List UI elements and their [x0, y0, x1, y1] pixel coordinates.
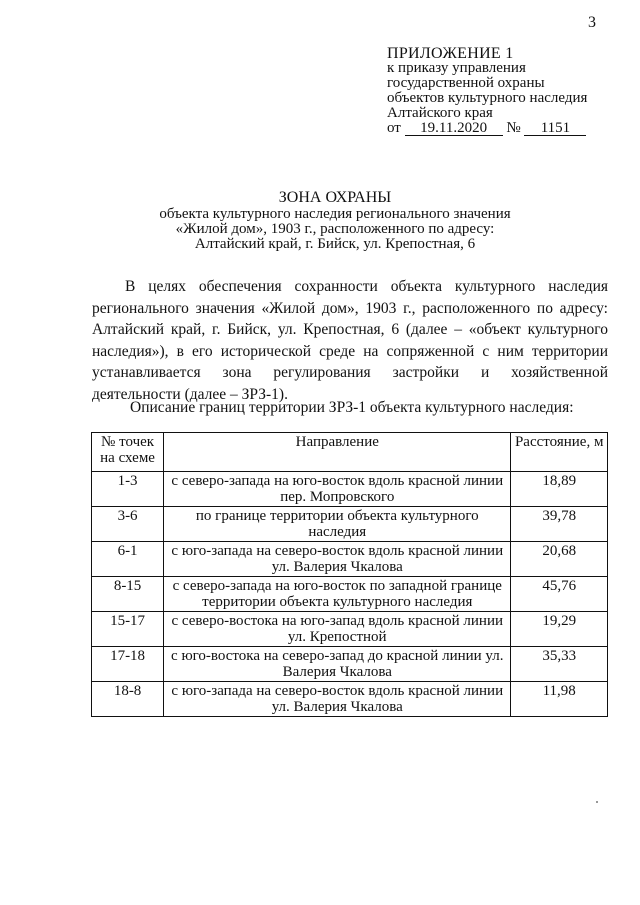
cell-points: 3-6	[92, 507, 164, 542]
table-row	[92, 507, 608, 542]
order-date: 19.11.2020	[405, 121, 503, 136]
cell-direction: с северо-запада на юго-восток вдоль красной линии пер. Мопровского	[164, 472, 511, 507]
table-row	[92, 542, 608, 577]
appendix-line: объектов культурного наследия	[387, 90, 588, 106]
table-row	[92, 612, 608, 647]
cell-direction: с юго-запада на северо-восток вдоль красной линии ул. Валерия Чкалова	[164, 542, 511, 577]
appendix-block	[387, 46, 627, 136]
appendix-line: к приказу управления	[387, 60, 526, 76]
table-row	[92, 682, 608, 717]
appendix-line: государственной охраны	[387, 75, 545, 91]
cell-points: 8-15	[92, 577, 164, 612]
body-paragraph: В целях обеспечения сохранности объекта культурного наследия регионального значения «Жилой дом», 1903 г., расположенного по адресу: Алтайский край, г. Бийск, ул. Крепостная, 6 (далее – «объект культурного наследия»), в его исторической среде на сопряженной с ним территории устанавливается зона регулирования застройки и хозяйственной деятельности (далее – ЗРЗ-1).	[92, 278, 608, 403]
cell-distance: 18,89	[511, 472, 608, 507]
cell-distance: 20,68	[511, 542, 608, 577]
zone-subtitle-line: «Жилой дом», 1903 г., расположенного по адресу:	[175, 221, 495, 237]
cell-points: 1-3	[92, 472, 164, 507]
date-prefix: от	[387, 120, 401, 136]
table-row	[92, 472, 608, 507]
appendix-line: Алтайского края	[387, 105, 493, 121]
header-direction: Направление	[164, 433, 511, 472]
cell-distance: 45,76	[511, 577, 608, 612]
cell-direction: с юго-востока на северо-запад до красной линии ул. Валерия Чкалова	[164, 647, 511, 682]
order-number: 1151	[524, 121, 586, 136]
zone-subtitle-line: объекта культурного наследия регионального значения	[159, 206, 511, 222]
borders-table	[91, 432, 608, 717]
scan-speck	[596, 801, 598, 803]
cell-points: 17-18	[92, 647, 164, 682]
zone-header	[140, 190, 530, 252]
number-prefix: №	[506, 120, 521, 136]
page-number: 3	[588, 14, 596, 31]
cell-distance: 35,33	[511, 647, 608, 682]
zone-subtitle-line: Алтайский край, г. Бийск, ул. Крепостная, 6	[194, 236, 476, 252]
cell-distance: 39,78	[511, 507, 608, 542]
zone-title: ЗОНА ОХРАНЫ	[278, 189, 392, 206]
cell-distance: 11,98	[511, 682, 608, 717]
cell-direction: с северо-востока на юго-запад вдоль красной линии ул. Крепостной	[164, 612, 511, 647]
appendix-title: ПРИЛОЖЕНИЕ 1	[387, 45, 514, 62]
appendix-date-line	[387, 121, 627, 136]
table-header-row	[92, 433, 608, 472]
cell-direction: с северо-запада на юго-восток по западной границе территории объекта культурного наследия	[164, 577, 511, 612]
cell-points: 6-1	[92, 542, 164, 577]
header-points: № точек на схеме	[92, 433, 164, 472]
cell-direction: с юго-запада на северо-восток вдоль красной линии ул. Валерия Чкалова	[164, 682, 511, 717]
cell-distance: 19,29	[511, 612, 608, 647]
table-caption: Описание границ территории ЗРЗ-1 объекта культурного наследия:	[130, 399, 574, 416]
cell-direction: по границе территории объекта культурного наследия	[164, 507, 511, 542]
header-distance: Расстояние, м	[511, 433, 608, 472]
cell-points: 18-8	[92, 682, 164, 717]
table-row	[92, 647, 608, 682]
table-row	[92, 577, 608, 612]
cell-points: 15-17	[92, 612, 164, 647]
